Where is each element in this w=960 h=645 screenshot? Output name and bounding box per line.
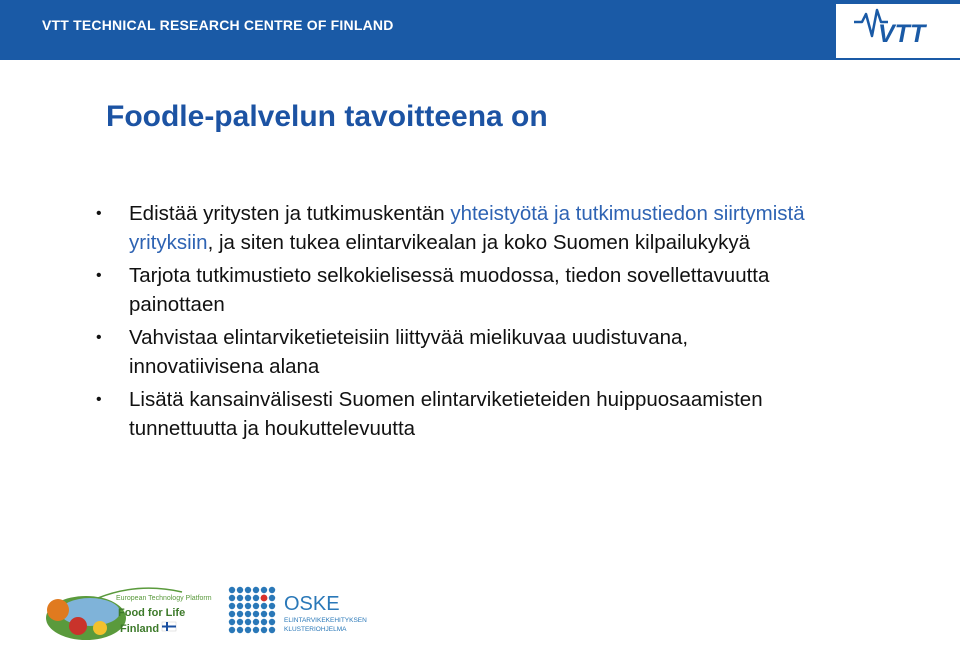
bullet-item [96, 323, 816, 381]
bullet-icon: • [96, 267, 102, 284]
organization-name: VTT TECHNICAL RESEARCH CENTRE OF FINLAND [42, 17, 394, 33]
bullet-item [96, 385, 816, 443]
bullet-text: Tarjota tutkimustieto selkokielisessä muodossa, tiedon sovellettavuutta painottaen [129, 264, 770, 316]
bullet-item [96, 199, 816, 257]
bullet-text: Edistää yritysten ja tutkimuskentän [129, 202, 451, 225]
bullet-icon: • [96, 329, 102, 346]
vtt-logo [836, 4, 960, 58]
header-bar [0, 0, 960, 60]
bullet-icon: • [96, 205, 102, 222]
vtt-logo-icon [836, 4, 960, 58]
oske-logo-line2: KLUSTERIOHJELMA [284, 626, 347, 633]
food-logo-line3: Finland [120, 623, 160, 635]
oske-logo-line1: ELINTARVIKEKEHITYKSEN [284, 617, 367, 624]
finland-flag-icon [162, 622, 176, 631]
oske-logo-name: OSKE [284, 593, 340, 615]
food-for-life-logo [38, 578, 212, 640]
bullet-text: Lisätä kansainvälisesti Suomen elintarviketieteiden huippuosaamisten tunnettuutta ja houkuttelevuutta [129, 388, 763, 440]
bullet-text: Vahvistaa elintarviketieteisiin liittyvää mielikuvaa uudistuvana, innovatiivisena alana [129, 326, 689, 378]
vtt-logo-text: VTT [878, 20, 926, 48]
bullet-icon: • [96, 391, 102, 408]
slide-title: Foodle-palvelun tavoitteena on [106, 100, 548, 133]
food-logo-line1: European Technology Platform [116, 595, 212, 602]
bullet-text: , ja siten tukea elintarvikealan ja koko Suomen kilpailukykyä [207, 231, 750, 254]
oske-logo [226, 584, 386, 640]
bullet-list [96, 199, 816, 447]
food-for-life-logo-icon [38, 578, 212, 640]
bullet-highlight-text: yhteistyötä ja tutkimustiedon siirtymistä yrityksiin [129, 202, 805, 254]
food-logo-line2: Food for Life [118, 607, 186, 619]
bullet-item [96, 261, 816, 319]
oske-logo-icon [226, 584, 386, 640]
